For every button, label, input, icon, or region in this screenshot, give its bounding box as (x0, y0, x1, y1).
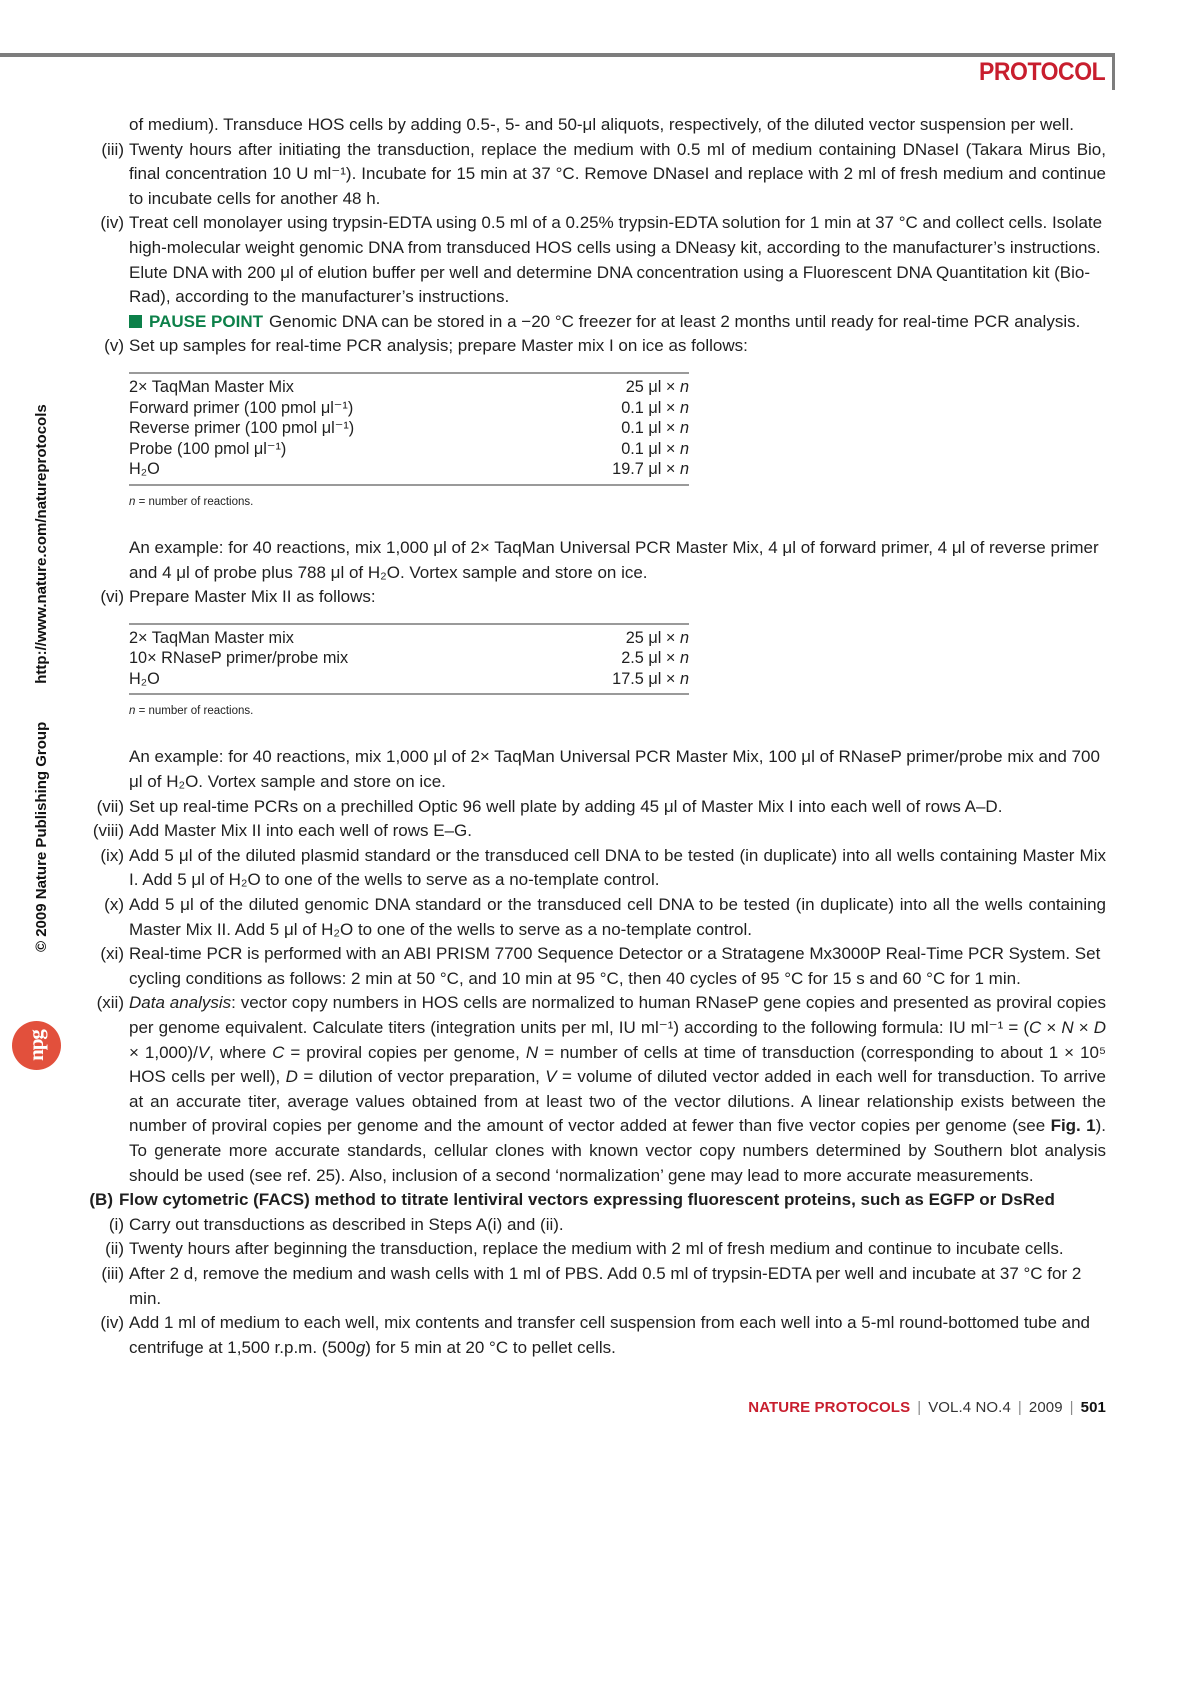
page-footer (748, 1399, 1106, 1416)
step-label: (vii) (96, 796, 124, 816)
pause-point (129, 310, 1106, 335)
table-footnote: n = number of reactions. (129, 705, 254, 718)
step-b-iii (84, 1262, 1106, 1311)
section-title: Flow cytometric (FACS) method to titrate lentiviral vectors expressing fluorescent proteins, such as EGFP or DsRed (119, 1190, 1055, 1210)
header-vertical-bar (1112, 53, 1115, 90)
example-paragraph-1: An example: for 40 reactions, mix 1,000 μl of 2× TaqMan Universal PCR Master Mix, 4 μl of forward primer, 4 μl of reverse primer and 4 μl of probe plus 788 μl of H₂O. Vortex sample and store on ice. (129, 537, 1099, 582)
master-mix-1-table (129, 372, 689, 486)
step-label: (v) (104, 336, 124, 356)
table-footnote: n = number of reactions. (129, 495, 254, 508)
step-b-iv (84, 1311, 1106, 1360)
pause-point-label: PAUSE POINT (149, 311, 263, 331)
table-row (129, 628, 689, 649)
footer-page-number: 501 (1080, 1399, 1106, 1416)
table-row (129, 459, 689, 480)
reagent-name: H₂O (129, 460, 160, 479)
table-row (129, 377, 689, 398)
reagent-volume: 0.1 μl × n (621, 419, 689, 438)
step-text: Set up real-time PCRs on a prechilled Optic 96 well plate by adding 45 μl of Master Mix I into each well of rows A–D. (129, 796, 1003, 816)
step-text: Treat cell monolayer using trypsin-EDTA using 0.5 ml of a 0.25% trypsin-EDTA solution for 1 min at 37 °C and collect cells. Isolate high-molecular weight genomic DNA from transduced HOS cells using a DNeasy kit, according to the manufacturer’s instructions. Elute DNA with 200 μl of elution buffer per well and determine DNA concentration using a Fluorescent DNA Quantitation kit (Bio-Rad), according to the manufacturer’s instructions. (129, 213, 1103, 307)
step-text: Carry out transductions as described in Steps A(i) and (ii). (129, 1214, 564, 1234)
step-a-xii (84, 991, 1106, 1188)
step-label: (iv) (100, 1313, 124, 1333)
table-row (129, 398, 689, 419)
section-b-heading (84, 1188, 1106, 1213)
step-a-vi (84, 585, 1106, 610)
step-a-iii (84, 138, 1106, 212)
step-text: Add 1 ml of medium to each well, mix contents and transfer cell suspension from each well into a 5-ml round-bottomed tube and centrifuge at 1,500 r.p.m. (500g) for 5 min at 20 °C to pellet cells. (129, 1313, 1090, 1357)
reagent-volume: 19.7 μl × n (612, 460, 689, 479)
page-type-label: PROTOCOL (978, 58, 1105, 86)
pause-point-text: Genomic DNA can be stored in a −20 °C freezer for at least 2 months until ready for real-time PCR analysis. (268, 311, 1081, 331)
npg-logo-text: npg (23, 1030, 48, 1061)
step-label: (iii) (101, 1263, 124, 1283)
step-label: (xii) (96, 993, 124, 1013)
reagent-name: 10× RNaseP primer/probe mix (129, 649, 349, 668)
step-label: (xi) (100, 944, 124, 964)
reagent-name: 2× TaqMan Master Mix (129, 377, 294, 396)
step-label: (iv) (100, 213, 124, 233)
footer-journal-name: NATURE PROTOCOLS (748, 1399, 911, 1416)
step-a-x (84, 893, 1106, 942)
section-label: (B) (89, 1190, 113, 1210)
reagent-name: Probe (100 pmol μl⁻¹) (129, 439, 287, 458)
reagent-name: Reverse primer (100 pmol μl⁻¹) (129, 419, 355, 438)
footer-year: 2009 (1028, 1399, 1063, 1416)
step-b-i (84, 1213, 1106, 1238)
journal-url: http://www.nature.com/natureprotocols (33, 404, 50, 684)
step-text: Data analysis: vector copy numbers in HOS cells are normalized to human RNaseP gene copies and presented as proviral copies per genome equivalent. Calculate titers (integration units per ml, IU ml⁻¹) according to the following formula: IU ml⁻¹ = (C × N × D × 1,000)/V, where C = proviral copies per genome, N = number of cells at time of transduction (corresponding to about 1 × 10⁵ HOS cells per well), D = dilution of vector preparation, V = volume of diluted vector added in each well for transduction. To arrive at an accurate titer, average values obtained from at least two of the vector dilutions. A linear relationship exists between the number of proviral copies per genome and the amount of vector added at fewer than five vector copies per genome (see Fig. 1). To generate more accurate standards, cellular clones with known vector copy numbers determined by Southern blot analysis should be used (see ref. 25). Also, inclusion of a second ‘normalization’ gene may lead to more accurate measurements. (129, 993, 1107, 1185)
reagent-name: 2× TaqMan Master mix (129, 628, 294, 647)
step-a-xi (84, 942, 1106, 991)
reagent-volume: 2.5 μl × n (621, 649, 689, 668)
step-b-ii (84, 1237, 1106, 1262)
step-label: (vi) (100, 587, 124, 607)
reagent-volume: 25 μl × n (625, 628, 689, 647)
footer-separator: | (1017, 1399, 1022, 1416)
table-row (129, 439, 689, 460)
step-a-ix (84, 844, 1106, 893)
step-label: (ii) (105, 1239, 124, 1259)
step-text: After 2 d, remove the medium and wash cells with 1 ml of PBS. Add 0.5 ml of trypsin-EDTA per well and incubate at 37 °C for 2 min. (129, 1263, 1082, 1308)
step-label: (x) (104, 895, 124, 915)
step-text: Add Master Mix II into each well of rows E–G. (129, 821, 472, 841)
step-label: (viii) (92, 821, 124, 841)
step-text: Twenty hours after beginning the transduction, replace the medium with 2 ml of fresh medium and continue to incubate cells. (129, 1239, 1064, 1259)
step-a-vii (84, 795, 1106, 820)
step-text: Set up samples for real-time PCR analysis; prepare Master mix I on ice as follows: (129, 336, 748, 356)
reagent-volume: 0.1 μl × n (621, 439, 689, 458)
step-a-iv (84, 211, 1106, 309)
step-text: Add 5 μl of the diluted plasmid standard or the transduced cell DNA to be tested (in duplicate) into all wells containing Master Mix I. Add 5 μl of H₂O to one of the wells to serve as a no-template control. (129, 845, 1106, 890)
step-text: Add 5 μl of the diluted genomic DNA standard or the transduced cell DNA to be tested (in duplicate) into all the wells containing Master Mix II. Add 5 μl of H₂O to one of the wells to serve as a no-template control. (129, 895, 1106, 939)
sidebar-rotated-text (33, 352, 55, 952)
step-label: (i) (108, 1214, 124, 1234)
table-row (129, 418, 689, 439)
header-rule (0, 53, 1114, 57)
example-paragraph-2: An example: for 40 reactions, mix 1,000 μl of 2× TaqMan Universal PCR Master Mix, 100 μl of RNaseP primer/probe mix and 700 μl of H₂O. Vortex sample and store on ice. (129, 747, 1100, 792)
copyright-text: © 2009 Nature Publishing Group (33, 721, 50, 952)
step-text: Real-time PCR is performed with an ABI PRISM 7700 Sequence Detector or a Stratagene Mx3000P Real-Time PCR System. Set cycling conditions as follows: 2 min at 50 °C, and 10 min at 95 °C, then 40 cycles of 95 °C for 15 s and 60 °C for 1 min. (129, 944, 1101, 988)
step-text: Twenty hours after initiating the transduction, replace the medium with 0.5 ml of medium containing DNaseI (Takara Mirus Bio, final concentration 10 U ml⁻¹). Incubate for 15 min at 37 °C. Remove DNaseI and replace with 2 ml of fresh medium and continue to incubate cells for another 48 h. (129, 139, 1106, 208)
article-body (84, 113, 1106, 1360)
npg-logo (12, 1021, 61, 1070)
footer-separator: | (1069, 1399, 1074, 1416)
step-a-viii (84, 819, 1106, 844)
master-mix-2-table (129, 623, 689, 696)
reagent-volume: 25 μl × n (625, 377, 689, 396)
reagent-name: Forward primer (100 pmol μl⁻¹) (129, 398, 354, 417)
paragraph-continuation: of medium). Transduce HOS cells by adding 0.5-, 5- and 50-μl aliquots, respectively, of the diluted vector suspension per well. (129, 115, 1074, 134)
step-label: (ix) (100, 845, 124, 865)
step-label: (iii) (101, 139, 124, 159)
reagent-volume: 0.1 μl × n (621, 398, 689, 417)
pause-point-square-icon (129, 315, 142, 328)
reagent-name: H₂O (129, 669, 160, 688)
table-row (129, 669, 689, 690)
step-text: Prepare Master Mix II as follows: (129, 587, 376, 607)
step-a-v (84, 334, 1106, 359)
reagent-volume: 17.5 μl × n (612, 669, 689, 688)
table-row (129, 648, 689, 669)
footer-volume: VOL.4 NO.4 (928, 1399, 1011, 1416)
footer-separator: | (917, 1399, 922, 1416)
